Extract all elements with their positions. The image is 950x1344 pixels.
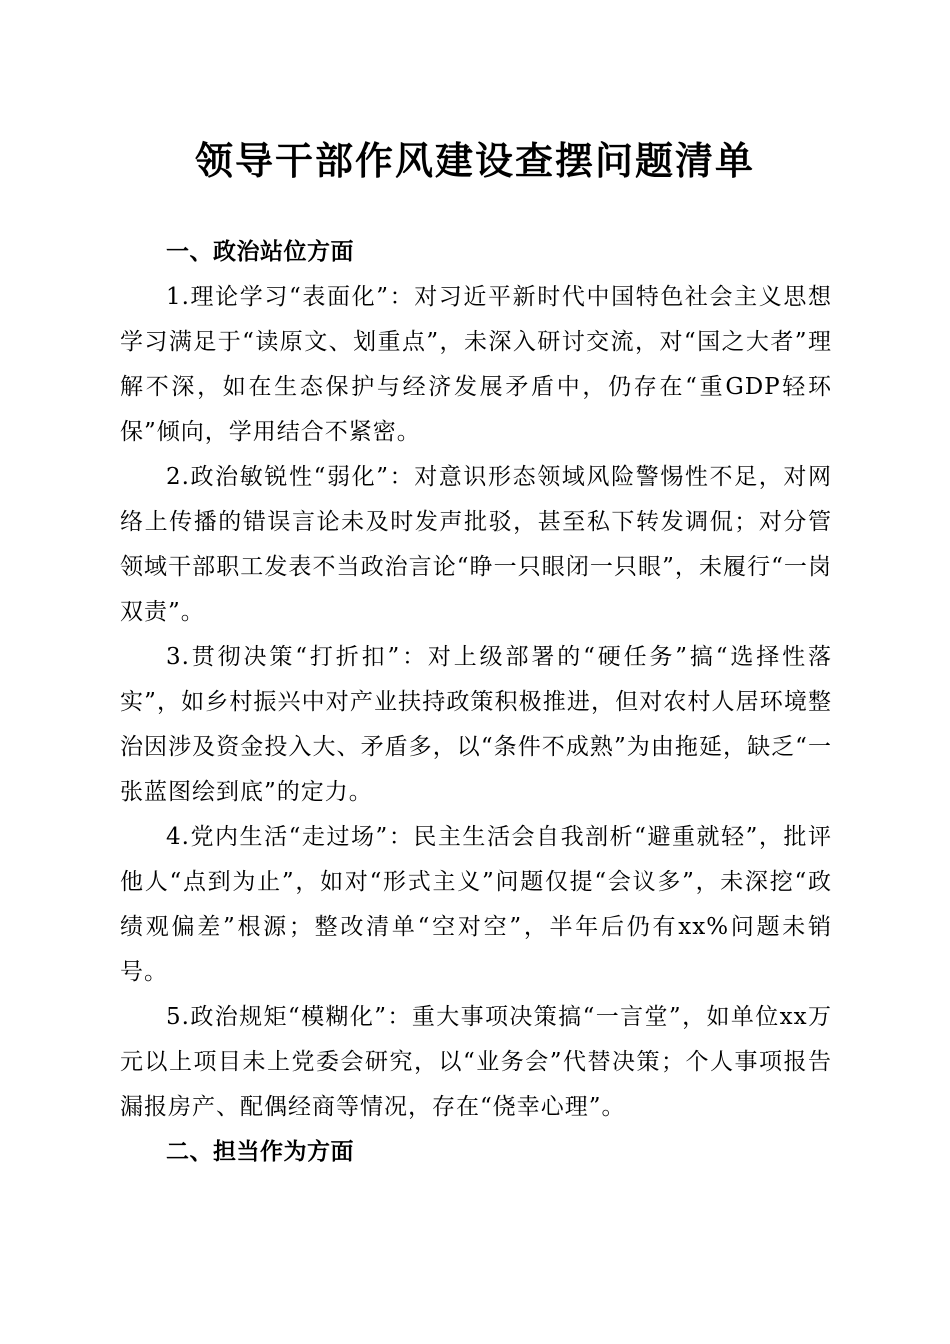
section-heading-responsibility: 二、担当作为方面 [166, 1139, 354, 1165]
paragraph-item-5: 5.政治规矩“模糊化”：重大事项决策搞“一言堂”，如单位xx万元以上项目未上党委会研究，以“业务会”代替决策；个人事项报告漏报房产、配偶经商等情况，存在“侥幸心理”。 [120, 1004, 832, 1120]
paragraph-item-3: 3.贯彻决策“打折扣”：对上级部署的“硬任务”搞“选择性落实”，如乡村振兴中对产业扶持政策积极推进，但对农村人居环境整治因涉及资金投入大、矛盾多，以“条件不成熟”为由拖延，缺乏“一张蓝图绘到底”的定力。 [120, 644, 832, 805]
paragraph-item-1: 1.理论学习“表面化”：对习近平新时代中国特色社会主义思想学习满足于“读原文、划重点”，未深入研讨交流，对“国之大者”理解不深，如在生态保护与经济发展矛盾中，仍存在“重GDP轻环保”倾向，学用结合不紧密。 [120, 284, 832, 445]
document-body [120, 230, 832, 1175]
paragraph-item-2: 2.政治敏锐性“弱化”：对意识形态领域风险警惕性不足，对网络上传播的错误言论未及时发声批驳，甚至私下转发调侃；对分管领域干部职工发表不当政治言论“睁一只眼闭一只眼”，未履行“一岗双责”。 [120, 464, 832, 625]
paragraph-item-4: 4.党内生活“走过场”：民主生活会自我剖析“避重就轻”，批评他人“点到为止”，如对“形式主义”问题仅提“会议多”，未深挖“政绩观偏差”根源；整改清单“空对空”，半年后仍有xx%问题未销号。 [120, 824, 832, 985]
section-heading-political-stance: 一、政治站位方面 [166, 239, 354, 265]
document-title: 领导干部作风建设查摆问题清单 [194, 138, 755, 183]
